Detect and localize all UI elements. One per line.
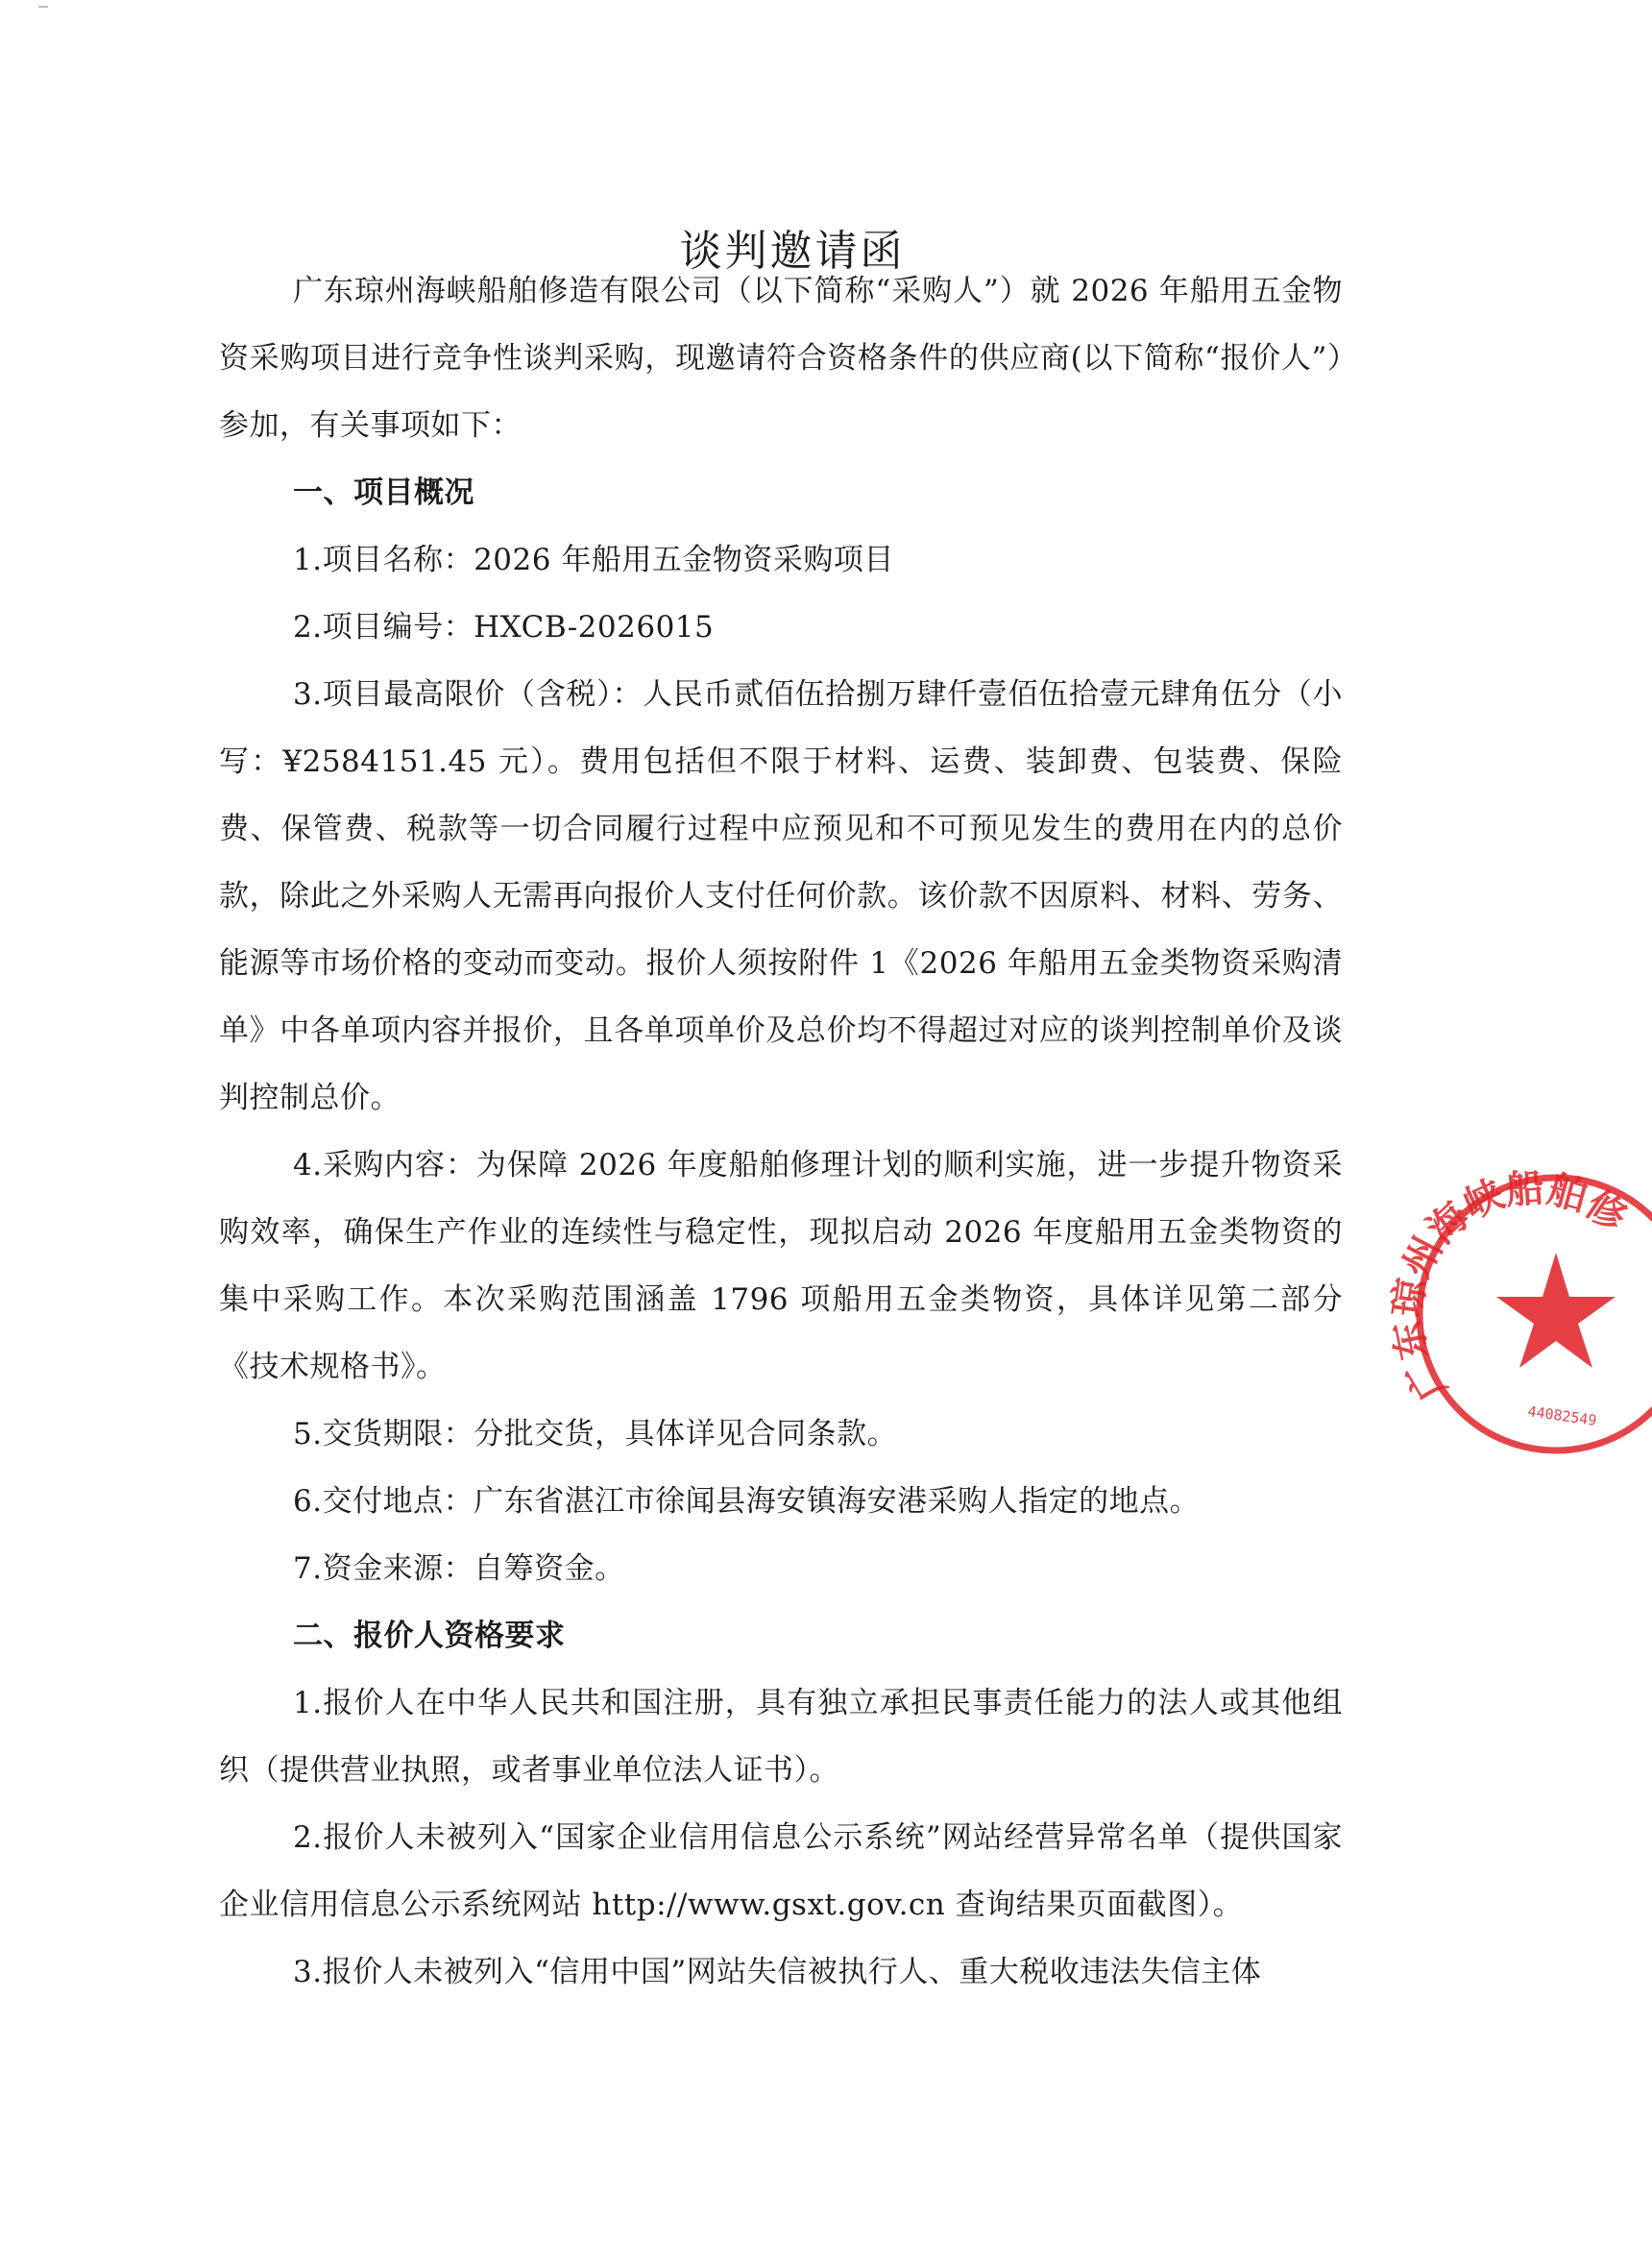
section-heading-qualification: 二、报价人资格要求 bbox=[293, 1619, 566, 1653]
document-body bbox=[219, 257, 1343, 2006]
item-procurement-content: 4.采购内容：为保障 2026 年度船舶修理计划的顺利实施，进一步提升物资采购效率，确保生产作业的连续性与稳定性，现拟启动 2026 年度船用五金类物资的集中采购工作。本次采购范围涵盖 1796 项船用五金类物资，具体详见第二部分《技术规格书》。 bbox=[219, 1148, 1343, 1384]
qualification-item-3: 3.报价人未被列入“信用中国”网站失信被执行人、重大税收违法失信主体 bbox=[293, 1955, 1262, 1989]
seal-arc-text bbox=[1385, 1166, 1634, 1407]
company-seal bbox=[1364, 1122, 1652, 1506]
item-delivery-location: 6.交付地点：广东省湛江市徐闻县海安镇海安港采购人指定的地点。 bbox=[293, 1484, 1201, 1519]
item-price-limit: 3.项目最高限价（含税）：人民币贰佰伍拾捌万肆仟壹佰伍拾壹元肆角伍分（小写：¥2584151.45 元）。费用包括但不限于材料、运费、装卸费、包装费、保险费、保管费、税款等一切合同履行过程中应预见和不可预见发生的费用在内的总价款，除此之外采购人无需再向报价人支付任何价款。该价款不因原料、材料、劳务、能源等市场价格的变动而变动。报价人须按附件 1《2026 年船用五金类物资采购清单》中各单项内容并报价，且各单项单价及总价均不得超过对应的谈判控制单价及谈判控制总价。 bbox=[219, 677, 1343, 1115]
document-title: 谈判邀请函 bbox=[679, 227, 906, 277]
seal-star-icon bbox=[1496, 1253, 1616, 1368]
intro-paragraph: 广东琼州海峡船舶修造有限公司（以下简称“采购人”）就 2026 年船用五金物资采购项目进行竞争性谈判采购，现邀请符合资格条件的供应商(以下简称“报价人”）参加，有关事项如下： bbox=[219, 274, 1343, 443]
item-project-number: 2.项目编号：HXCB-2026015 bbox=[293, 610, 715, 645]
seal-code: 44082549 bbox=[1526, 1402, 1598, 1430]
item-project-name: 1.项目名称：2026 年船用五金物资采购项目 bbox=[293, 543, 894, 577]
qualification-item-2: 2.报价人未被列入“国家企业信用信息公示系统”网站经营异常名单（提供国家企业信用信息公示系统网站 http://www.gsxt.gov.cn 查询结果页面截图）。 bbox=[219, 1820, 1343, 1922]
scan-speck bbox=[38, 6, 48, 8]
item-delivery-period: 5.交货期限：分批交货，具体详见合同条款。 bbox=[293, 1417, 898, 1451]
item-fund-source: 7.资金来源：自筹资金。 bbox=[293, 1551, 625, 1586]
section-heading-project-overview: 一、项目概况 bbox=[293, 475, 474, 510]
qualification-item-1: 1.报价人在中华人民共和国注册，具有独立承担民事责任能力的法人或其他组织（提供营业执照，或者事业单位法人证书）。 bbox=[219, 1686, 1343, 1788]
seal-arc-textpath: 广东琼州海峡船舶修 bbox=[1385, 1166, 1635, 1408]
